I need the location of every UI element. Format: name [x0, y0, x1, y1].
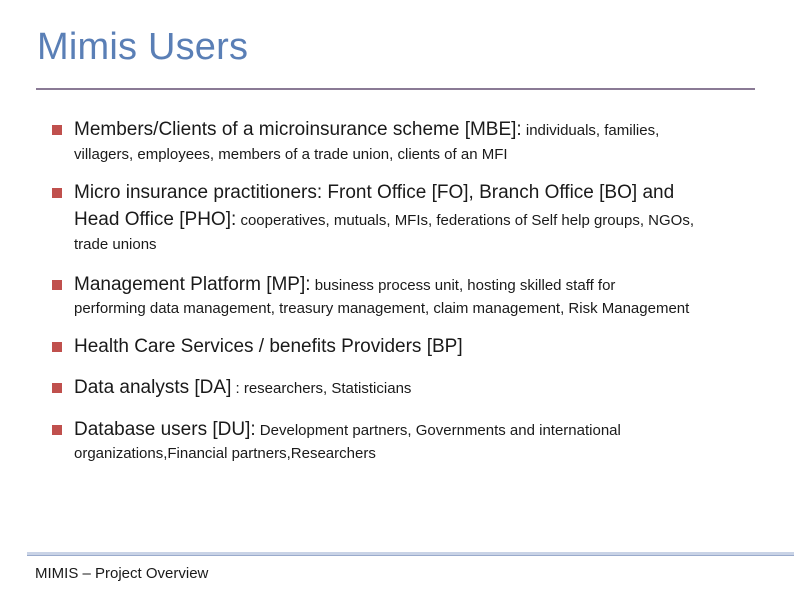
item-detail-line: trade unions [74, 236, 157, 253]
slide-title: Mimis Users [37, 26, 249, 68]
item-detail-text: individuals, families, [521, 122, 660, 139]
item-detail-text: : researchers, Statisticians [231, 380, 412, 397]
list-item [74, 274, 615, 297]
item-main-text: Database users [DU]: [74, 419, 256, 440]
list-item [74, 119, 659, 142]
item-detail-text: Development partners, Governments and international [255, 422, 621, 439]
item-detail-text: business process unit, hosting skilled staff for [310, 277, 616, 294]
list-item [74, 182, 674, 204]
item-main-text: Micro insurance practitioners: Front Office [FO], Branch Office [BO] and [74, 182, 675, 203]
item-main-text: Head Office [PHO]: [74, 209, 237, 230]
list-item [74, 377, 411, 400]
item-main-text: Data analysts [DA] [74, 377, 232, 398]
title-divider [36, 88, 755, 90]
item-main-text: Members/Clients of a microinsurance scheme [MBE]: [74, 119, 522, 140]
bullet-square-icon [52, 125, 62, 135]
list-item [74, 336, 463, 358]
bullet-square-icon [52, 342, 62, 352]
bullet-square-icon [52, 280, 62, 290]
item-detail-line: organizations,Financial partners,Researchers [74, 445, 376, 462]
item-main-text: Management Platform [MP]: [74, 274, 311, 295]
footer-divider-line [27, 555, 794, 556]
list-item-continuation [74, 209, 694, 232]
item-detail-line: performing data management, treasury management, claim management, Risk Management [74, 300, 690, 317]
bullet-square-icon [52, 425, 62, 435]
item-detail-line: villagers, employees, members of a trade union, clients of an MFI [74, 146, 508, 163]
footer-text: MIMIS – Project Overview [35, 565, 209, 582]
list-item [74, 419, 621, 442]
item-detail-text: cooperatives, mutuals, MFIs, federations of Self help groups, NGOs, [236, 212, 694, 229]
bullet-square-icon [52, 188, 62, 198]
item-main-text: Health Care Services / benefits Providers [BP] [74, 336, 463, 357]
bullet-square-icon [52, 383, 62, 393]
